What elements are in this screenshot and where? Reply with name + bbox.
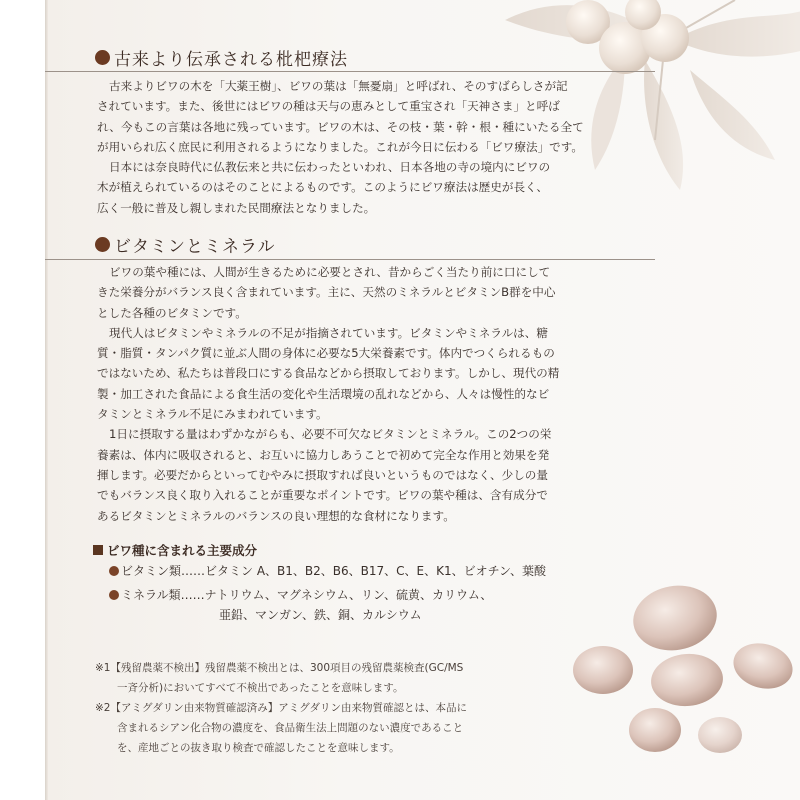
- minerals-row: [109, 586, 492, 603]
- section-heading: [95, 231, 276, 257]
- paragraph: [97, 262, 647, 526]
- text-line: されています。また、後世にはビワの種は天与の恵みとして重宝され「天神さま」と呼ば: [97, 99, 560, 114]
- section-title: 古来より伝承される枇杷療法: [114, 49, 348, 70]
- text-line: きた栄養分がバランス良く含まれています。主に、天然のミネラルとビタミンB群を中心: [97, 285, 556, 300]
- divider: [45, 71, 655, 72]
- text-line: 揮します。必要だからといってむやみに摂取すれば良いというものではなく、少しの量: [97, 467, 548, 482]
- square-bullet-icon: [93, 545, 103, 555]
- brochure-page: [45, 0, 800, 800]
- note-line: を、産地ごとの抜き取り検査で確認したことを意味します。: [117, 742, 400, 754]
- page-edge: [45, 0, 48, 800]
- text-line: 製・加工された食品による食生活の変化や生活環境の乱れなどから、人々は慢性的なビ: [97, 386, 550, 401]
- section-heading: [95, 44, 348, 70]
- text-line: が用いられ広く庶民に利用されるようになりました。これが今日に伝わる「ビワ療法」です。: [97, 139, 584, 154]
- loquat-seeds-illustration: [515, 570, 800, 770]
- paragraph: [97, 76, 647, 218]
- text-line: あるビタミンとミネラルのバランスの良い理想的な食材になります。: [97, 508, 455, 523]
- minerals-text: ミネラル類……ナトリウム、マグネシウム、リン、硫黄、カリウム、: [121, 588, 493, 602]
- note-line: 含まれるシアン化合物の濃度を、食品衛生法上問題のない濃度であること: [117, 722, 464, 734]
- vitamins-text: ビタミン類……ビタミン A、B1、B2、B6、B17、C、E、K1、ビオチン、葉酸: [121, 564, 547, 578]
- components-heading: [93, 541, 257, 559]
- note-line: 一斉分析)においてすべて不検出であったことを意味します。: [117, 682, 404, 694]
- text-line: タミンとミネラル不足にみまわれています。: [97, 407, 328, 422]
- footnotes: [95, 658, 467, 758]
- text-line: 現代人はビタミンやミネラルの不足が指摘されています。ビタミンやミネラルは、糖: [109, 325, 548, 340]
- text-line: れ、今もこの言葉は各地に残っています。ビワの木は、その枝・葉・幹・根・種にいたる全て: [97, 119, 584, 134]
- components-title: ビワ種に含まれる主要成分: [107, 543, 258, 558]
- minerals-row-cont: [219, 606, 422, 623]
- text-line: 日本には奈良時代に仏教伝来と共に伝わったといわれ、日本各地の寺の境内にビワの: [109, 160, 551, 175]
- note-line: ※1【残留農薬不検出】残留農薬不検出とは、300項目の残留農薬検査(GC/MS: [95, 662, 464, 674]
- bullet-dot-icon: [109, 566, 119, 576]
- text-line: 1日に摂取する量はわずかながらも、必要不可欠なビタミンとミネラル。この2つの栄: [109, 427, 552, 442]
- text-line: 養素は、体内に吸収されると、お互いに協力しあうことで初めて完全な作用と効果を発: [97, 447, 550, 462]
- minerals-text: 亜鉛、マンガン、鉄、銅、カルシウム: [219, 608, 422, 622]
- text-line: 古来よりビワの木を「大薬王樹」、ビワの葉は「無憂扇」と呼ばれ、そのすばらしさが記: [109, 79, 568, 93]
- text-line: 質・脂質・タンパク質に並ぶ人間の身体に必要な5大栄養素です。体内でつくられるもの: [97, 346, 555, 361]
- bullet-dot-icon: [109, 590, 119, 600]
- text-line: ではないため、私たちは普段口にする食品などから摂取しております。しかし、現代の精: [97, 366, 560, 381]
- text-line: 広く一般に普及し親しまれた民間療法となりました。: [97, 200, 376, 215]
- note-line: ※2【アミグダリン由来物質確認済み】アミグダリン由来物質確認とは、本品に: [95, 702, 468, 714]
- text-line: でもバランス良く取り入れることが重要なポイントです。ビワの葉や種は、含有成分で: [97, 488, 548, 503]
- bullet-dot-icon: [95, 50, 110, 65]
- bullet-dot-icon: [95, 237, 110, 252]
- text-line: ビワの葉や種には、人間が生きるために必要とされ、昔からごく当たり前に口にして: [109, 265, 551, 279]
- vitamins-row: [109, 562, 546, 579]
- divider: [45, 259, 655, 260]
- section-title: ビタミンとミネラル: [114, 236, 276, 257]
- text-line: とした各種のビタミンです。: [97, 305, 247, 320]
- text-line: 木が植えられているのはそのことによるものです。このようにビワ療法は歴史が長く、: [97, 180, 548, 195]
